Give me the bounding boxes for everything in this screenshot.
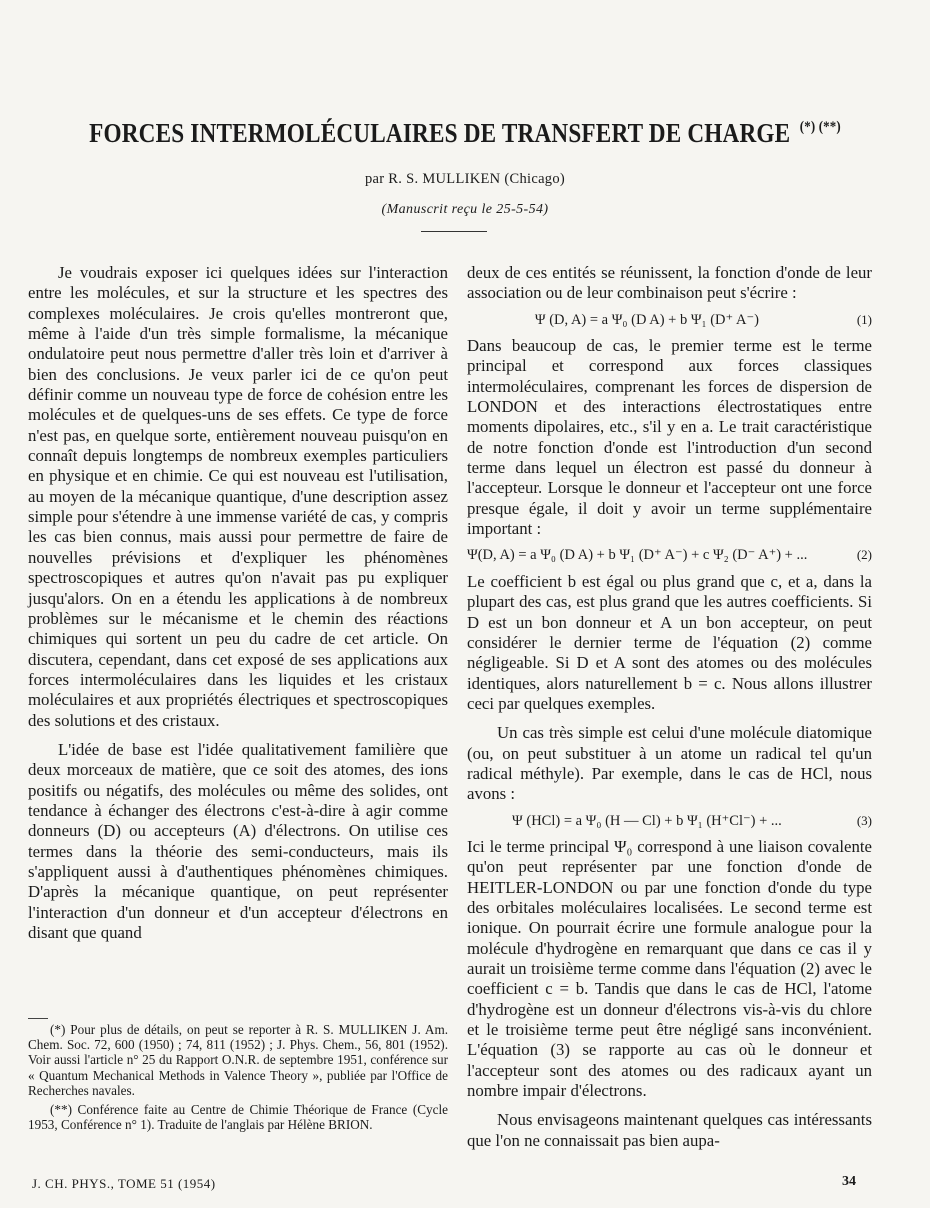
equation-number: (1) <box>856 311 872 327</box>
paragraph: Nous envisageons maintenant quelques cas intéressants que l'on ne connaissait pas bien aupa- <box>467 1110 872 1150</box>
equation-3 <box>467 811 872 831</box>
footnote: (**) Conférence faite au Centre de Chimie Théorique de France (Cycle 1953, Conférence n° 1). Traduite de l'anglais par Hélène BRION. <box>28 1102 448 1133</box>
article-title: FORCES INTERMOLÉCULAIRES DE TRANSFERT DE CHARGE (*) (**) <box>89 118 841 148</box>
equation-number: (3) <box>856 812 872 828</box>
equation-formula: Ψ (D, A) = a Ψ₀ (D A) + b Ψ₁ (D⁺ A⁻) <box>534 311 759 328</box>
equation-2 <box>467 545 872 565</box>
paragraph: deux de ces entités se réunissent, la fonction d'onde de leur association ou de leur combinaison peut s'écrire : <box>467 263 872 303</box>
received-date: (Manuscrit reçu le 25-5-54) <box>381 202 549 217</box>
equation-formula: Ψ(D, A) = a Ψ₀ (D A) + b Ψ₁ (D⁺ A⁻) + c Ψ₂ (D⁻ A⁺) + ... <box>467 547 808 564</box>
author-byline: par R. S. MULLIKEN (Chicago) <box>364 171 566 187</box>
title-footnote-marks: (*) (**) <box>799 119 841 135</box>
paragraph: Dans beaucoup de cas, le premier terme est le terme principal et correspond aux forces classiques intermoléculaires, comprenant les forces de dispersion de LONDON et des interactions électrostatiques entre moments dipolaires, etc., s'il y en a. Le trait caractéristique de notre fonction d'onde est l'introduction d'un second terme dans lequel un électron est passé du donneur à l'accepteur. Lorsque le donneur et l'accepteur ont une force presque égale, il doit y avoir un terme supplémentaire important : <box>467 336 872 539</box>
paragraph: Je voudrais exposer ici quelques idées sur l'interaction entre les molécules, et sur la structure et les spectres des complexes moléculaires. Je crois qu'elles montreront que, même à l'aide d'un très simple formalisme, la mécanique ondulatoire peut nous permettre d'aller très loin et d'arriver à bien des conclusions. Je veux parler ici de ce qu'on peut définir comme un nouveau type de force de cohésion entre les molécules et de quelques-uns de ses effets. Ce type de force n'est pas, en quelque sorte, entièrement nouveau puisqu'on en connaît depuis longtemps de nombreux exemples particuliers en physique et en chimie. Ce qui est nouveau est l'utilisation, au moyen de la mécanique quantique, d'une description assez simple pour s'étendre à une immense variété de cas, y compris les cas bien connus, mais aussi pour permettre de faire de nouvelles prévisions et d'expliquer les phénomènes spectroscopiques et autres qu'on n'avait pas pu expliquer jusqu'alors. On en a étendu les applications à de nombreux problèmes sur le mécanisme et le chemin des réactions chimiques qui sortent un peu du cadre de cet article. On discutera, cependant, dans cet exposé de ses applications aux forces intermoléculaires dans les liquides et les cristaux moléculaires et aux propriétés électriques et spectroscopiques des solutions et des cristaux. <box>28 263 448 730</box>
equation-formula: Ψ (HCl) = a Ψ₀ (H — Cl) + b Ψ₁ (H⁺Cl⁻) + ... <box>512 812 782 829</box>
footnotes <box>28 1022 448 1136</box>
running-footer: J. CH. PHYS., TOME 51 (1954) <box>32 1176 216 1191</box>
footnote: (*) Pour plus de détails, on peut se reporter à R. S. MULLIKEN J. Am. Chem. Soc. 72, 600 (1950) ; 74, 811 (1952) ; J. Phys. Chem., 56, 801 (1952). Voir aussi l'article n° 25 du Rapport O.N.R. de septembre 1951, conférence sur « Quantum Mechanical Methods in Valence Theory », publiée par l'Office de Recherches navales. <box>28 1022 448 1098</box>
paragraph: Le coefficient b est égal ou plus grand que c, et a, dans la plupart des cas, est plus grand que les autres coefficients. Si D est un bon donneur et A un bon accepteur, on peut considérer le dernier terme de l'équation (2) comme négligeable. Si D et A sont des atomes ou des molécules identiques, alors naturellement b = c. Nous allons illustrer ceci par quelques exemples. <box>467 571 872 713</box>
page-number: 34 <box>842 1174 856 1189</box>
paragraph: L'idée de base est l'idée qualitativement familière que deux morceaux de matière, que ce soit des atomes, des ions positifs ou négatifs, des molécules ou même des solides, ont tendance à échanger des électrons c'est-à-dire à agir comme donneurs (D) ou accepteurs (A) d'électrons. On utilise ces termes dans la théorie des semi-conducteurs, mais ils s'appliquent aussi à d'authentiques phénomènes chimiques. D'après la mécanique quantique, on peut représenter l'interaction d'un donneur et d'un accepteur d'électrons en disant que quand <box>28 739 448 942</box>
left-column <box>28 263 448 943</box>
title-divider <box>421 231 487 232</box>
equation-1 <box>467 310 872 330</box>
equation-number: (2) <box>856 547 872 563</box>
footnote-divider <box>28 1018 48 1019</box>
paragraph: Un cas très simple est celui d'une molécule diatomique (ou, on peut substituer à un atome un radical tel qu'un radical méthyle). Par exemple, dans le cas de HCl, nous avons : <box>467 723 872 804</box>
right-column <box>467 263 872 1151</box>
paragraph: Ici le terme principal Ψ₀ correspond à une liaison covalente qu'on peut représenter par une fonction d'onde de HEITLER-LONDON ou par une fonction d'onde du type des orbitales moléculaires localisées. Le second terme est ionique. On pourrait écrire une formule analogue pour la molécule d'hydrogène en remarquant que dans ce cas il y aurait un troisième terme comme dans l'équation (2) avec le coefficient c = b. Tandis que dans le cas de HCl, l'atome d'hydrogène est un donneur d'électrons vis-à-vis du chlore et le troisième terme peut être négligé sans inconvénient. L'équation (3) se rapporte au cas où le donneur et l'accepteur sont des atomes ou des radicaux ayant un nombre impair d'électrons. <box>467 836 872 1101</box>
